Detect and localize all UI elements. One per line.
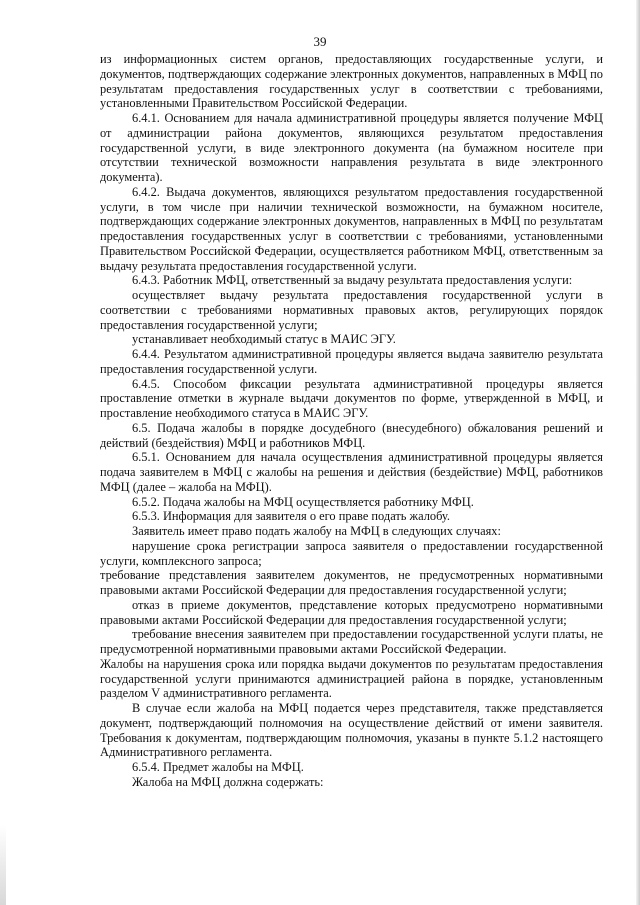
paragraph-6: устанавливает необходимый статус в МАИС ЭГУ. xyxy=(132,332,396,347)
paragraph-20: 6.5.4. Предмет жалобы на МФЦ. xyxy=(132,760,304,774)
paragraph-12: 6.5.3. Информация для заявителя о его праве подать жалобу. xyxy=(132,509,450,524)
paragraph-14: нарушение срока регистрации запроса заявителя о предоставлении государственной услуги, комплексного запроса; xyxy=(100,538,603,568)
paragraph-11: 6.5.2. Подача жалобы на МФЦ осуществляется работнику МФЦ. xyxy=(132,494,474,509)
paragraph-8: 6.4.5. Способом фиксации результата административной процедуры является проставление отметки в журнале выдачи документов по форме, утвержденной в МФЦ, и проставление необходимого статуса в МАИС ЭГУ. xyxy=(100,376,603,420)
paragraph-17: требование внесения заявителем при предоставлении государственной услуги платы, не предусмотренной нормативными правовыми актами Российской Федерации. xyxy=(100,627,603,656)
paragraph-18: Жалобы на нарушения срока или порядка выдачи документов по результатам предоставления государственной услуги принимаются администрацией района в порядке, установленным разделом V административного регламента. xyxy=(100,656,603,701)
paragraph-16: отказ в приеме документов, представление которых предусмотрено нормативными правовыми актами Российской Федерации для предоставления государственной услуги; xyxy=(100,597,603,627)
document-body xyxy=(100,52,603,790)
paragraph-15: требование представления заявителем документов, не предусмотренных нормативными правовыми актами Российской Федерации для предоставления государственной услуги; xyxy=(100,568,603,597)
scan-corner-shadow xyxy=(0,825,6,905)
page-number: 39 xyxy=(313,34,327,49)
paragraph-19: В случае если жалоба на МФЦ подается через представителя, также представляется документ, подтверждающий полномочия на осуществление действий от имени заявителя. Требования к документам, подтверждающим полномочия, указаны в пункте 5.1.2 настоящего Административного регламента. xyxy=(100,701,603,760)
paragraph-4: 6.4.3. Работник МФЦ, ответственный за выдачу результата предоставления услуги: xyxy=(132,273,573,288)
paragraph-1: из информационных систем органов, предоставляющих государственные услуги, и документов, подтверждающих содержание электронных документов, направленных в МФЦ по результатам предоставления государственных услуг в соответствии с требованиями, установленными Правительством Российской Федерации. xyxy=(100,52,603,111)
paragraph-7: 6.4.4. Результатом административной процедуры является выдача заявителю результата предоставления государственной услуги. xyxy=(100,347,603,376)
paragraph-13: Заявитель имеет право подать жалобу на МФЦ в следующих случаях: xyxy=(132,524,501,538)
paragraph-2: 6.4.1. Основанием для начала административной процедуры является получение МФЦ от администрации района документов, являющихся результатом предоставления государственной услуги, в виде электронного документа (на бумажном носителе при отсутствии технической возможности направления результата в виде электронного документа). xyxy=(100,111,603,184)
paragraph-21: Жалоба на МФЦ должна содержать: xyxy=(132,774,324,789)
scan-edge-shadow xyxy=(636,0,640,905)
paragraph-3: 6.4.2. Выдача документов, являющихся результатом предоставления государственной услуги, в том числе при наличии технической возможности, на бумажном носителе, подтверждающих содержание электронных документов, направленных в МФЦ по результатам предоставления государственных услуг в соответствии с требованиями, установленными Правительством Российской Федерации, осуществляется работником МФЦ, ответственным за выдачу результата предоставления государственной услуги. xyxy=(100,184,603,273)
paragraph-5: осуществляет выдачу результата предоставления государственной услуги в соответствии с требованиями нормативных правовых актов, регулирующих порядок предоставления государственной услуги; xyxy=(100,288,603,332)
paragraph-9: 6.5. Подача жалобы в порядке досудебного (внесудебного) обжалования решений и действий (бездействия) МФЦ и работников МФЦ. xyxy=(100,420,603,450)
paragraph-10: 6.5.1. Основанием для начала осуществления административной процедуры является подача заявителем в МФЦ с жалобы на решения и действия (бездействие) МФЦ, работников МФЦ (далее – жалоба на МФЦ). xyxy=(100,450,603,494)
